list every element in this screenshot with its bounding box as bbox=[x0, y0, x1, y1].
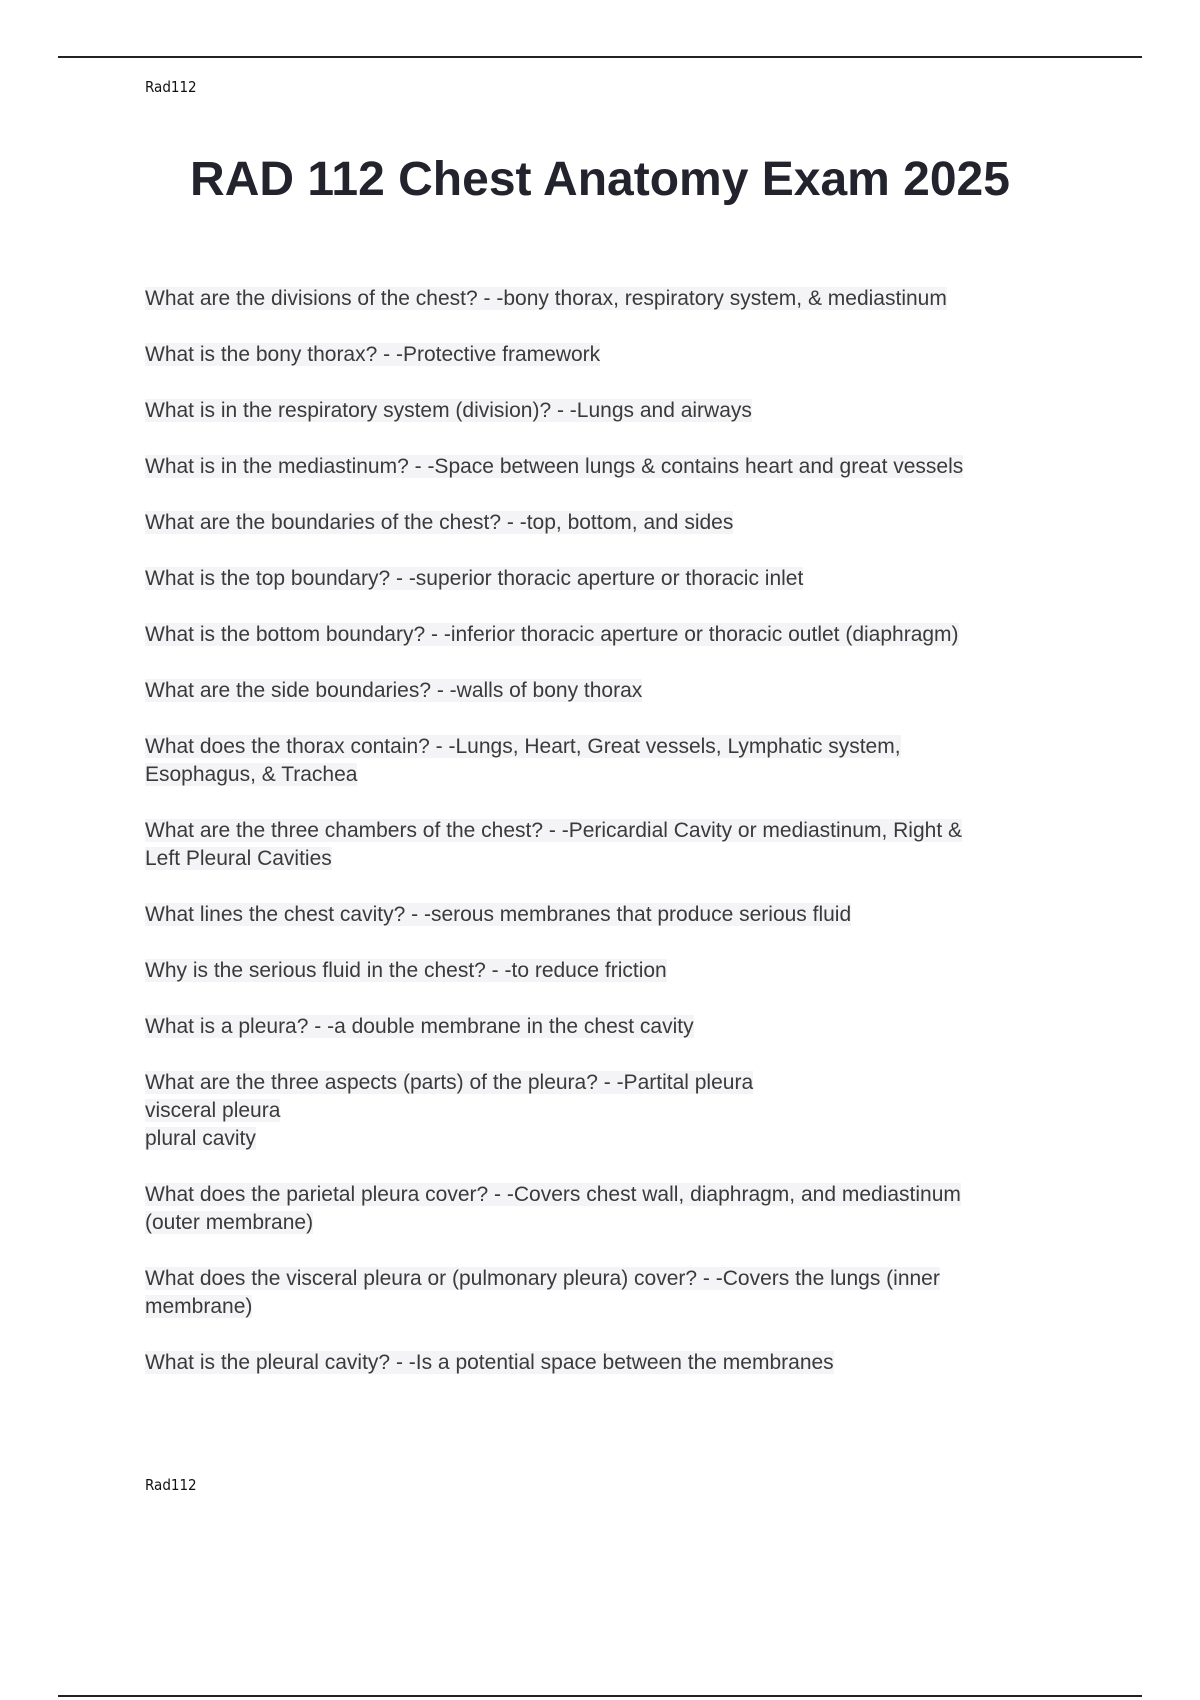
qa-text: What lines the chest cavity? - -serous membranes that produce serious fluid bbox=[145, 903, 852, 926]
qa-item bbox=[145, 397, 1105, 425]
qa-item bbox=[145, 957, 1105, 985]
qa-item bbox=[145, 1349, 1105, 1377]
qa-text: What are the boundaries of the chest? - -top, bottom, and sides bbox=[145, 511, 734, 534]
qa-text: What does the visceral pleura or (pulmonary pleura) cover? - -Covers the lungs (inner membrane) bbox=[145, 1267, 940, 1318]
qa-text: What is a pleura? - -a double membrane in the chest cavity bbox=[145, 1015, 694, 1038]
qa-text: What is in the mediastinum? - -Space between lungs & contains heart and great vessels bbox=[145, 455, 964, 478]
qa-text: What is the pleural cavity? - -Is a potential space between the membranes bbox=[145, 1351, 834, 1374]
qa-item bbox=[145, 733, 1105, 789]
qa-item bbox=[145, 453, 1105, 481]
qa-text: What is the top boundary? - -superior thoracic aperture or thoracic inlet bbox=[145, 567, 804, 590]
page-header: Rad112 bbox=[145, 78, 197, 96]
top-rule bbox=[58, 56, 1142, 58]
page-footer: Rad112 bbox=[145, 1476, 197, 1494]
qa-item bbox=[145, 1181, 1105, 1237]
qa-item bbox=[145, 817, 1105, 873]
qa-item bbox=[145, 1069, 1105, 1153]
qa-item bbox=[145, 1265, 1105, 1321]
bottom-rule bbox=[58, 1695, 1142, 1697]
qa-text: What is in the respiratory system (division)? - -Lungs and airways bbox=[145, 399, 752, 422]
qa-text: What are the divisions of the chest? - -bony thorax, respiratory system, & mediastinum bbox=[145, 287, 947, 310]
document-title: RAD 112 Chest Anatomy Exam 2025 bbox=[190, 153, 1010, 206]
qa-item bbox=[145, 677, 1105, 705]
qa-item bbox=[145, 285, 1105, 313]
qa-text: What are the three aspects (parts) of the pleura? - -Partital pleura visceral pleura plural cavity bbox=[145, 1071, 754, 1150]
qa-item bbox=[145, 1013, 1105, 1041]
qa-text: What is the bony thorax? - -Protective framework bbox=[145, 343, 601, 366]
qa-item bbox=[145, 509, 1105, 537]
qa-item bbox=[145, 901, 1105, 929]
qa-item bbox=[145, 621, 1105, 649]
qa-text: What are the three chambers of the chest? - -Pericardial Cavity or mediastinum, Right & Left Pleural Cavities bbox=[145, 819, 963, 870]
qa-item bbox=[145, 341, 1105, 369]
qa-text: What does the parietal pleura cover? - -Covers chest wall, diaphragm, and mediastinum (outer membrane) bbox=[145, 1183, 961, 1234]
qa-text: What is the bottom boundary? - -inferior thoracic aperture or thoracic outlet (diaphragm) bbox=[145, 623, 959, 646]
qa-text: Why is the serious fluid in the chest? - -to reduce friction bbox=[145, 959, 667, 982]
qa-text: What are the side boundaries? - -walls of bony thorax bbox=[145, 679, 643, 702]
qa-list bbox=[145, 285, 1105, 1405]
qa-item bbox=[145, 565, 1105, 593]
qa-text: What does the thorax contain? - -Lungs, Heart, Great vessels, Lymphatic system, Esophagus, & Trachea bbox=[145, 735, 901, 786]
